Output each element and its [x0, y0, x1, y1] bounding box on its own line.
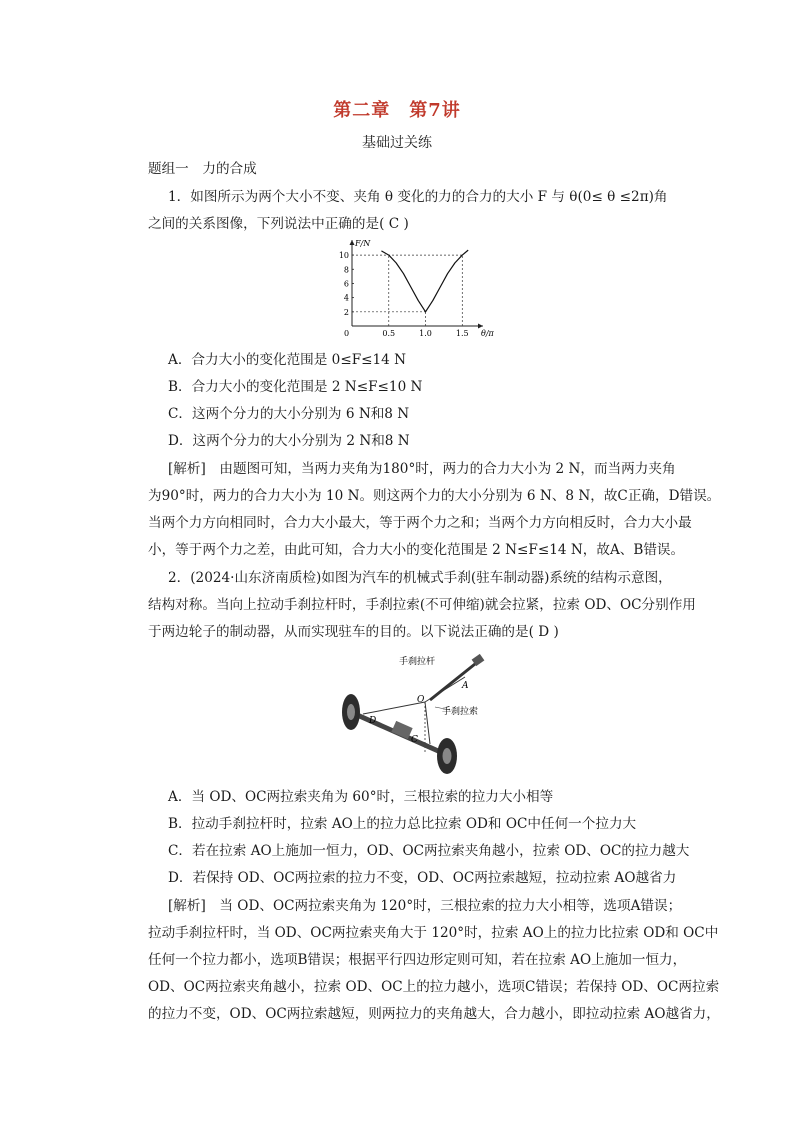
q1-option-a: A．合力大小的变化范围是 0≤F≤14 N	[168, 352, 407, 368]
x-tick-label-2: 1.5	[455, 329, 469, 338]
cable-ao	[425, 677, 465, 702]
q1-stem-line1: 1．如图所示为两个大小不变、夹角 θ 变化的力的合力的大小 F 与 θ(0≤ θ ≤2π)角	[168, 189, 668, 205]
q2-option-d: D．若保持 OD、OC两拉索的拉力不变，OD、OC两拉索越短，拉动拉索 AO越省力	[168, 870, 677, 886]
q1-stem-line2: 之间的关系图像，下列说法中正确的是( C )	[148, 216, 409, 232]
x-axis-arrow	[478, 324, 483, 329]
q2-handbrake-figure	[335, 652, 495, 777]
x-tick-label-1: 1.0	[419, 329, 432, 338]
y-tick-label-0: 2	[343, 307, 349, 317]
label-c: C	[411, 735, 418, 745]
q1-analysis-line1: [解析] 由题图可知，当两力夹角为180°时，两力的合力大小为 2 N，而当两力夹角	[168, 461, 676, 477]
label-lever: 手刹拉杆	[399, 657, 436, 667]
label-d: D	[369, 716, 377, 726]
label-cable: 手刹拉索	[442, 707, 479, 717]
left-hub	[347, 704, 355, 720]
series-line-0	[381, 250, 468, 312]
q1-option-d: D．这两个分力的大小分别为 2 N和8 N	[168, 433, 410, 449]
origin-label: 0	[344, 329, 350, 338]
q2-analysis-line5: 的拉力不变，OD、OC两拉索越短，则两拉力的夹角越大，合力越小，即拉动拉索 AO越省力，	[148, 1006, 720, 1022]
q1-analysis-line4: 小，等于两个力之差，由此可知，合力大小的变化范围是 2 N≤F≤14 N，故A、B错误。	[148, 542, 685, 558]
y-tick-label-2: 6	[343, 279, 349, 289]
cable-oc	[425, 702, 430, 744]
q2-analysis-line2: 拉动手刹拉杆时，当 OD、OC两拉索夹角大于 120°时，拉索 AO上的拉力比拉索 OD和 OC中	[148, 925, 719, 941]
q2-option-c: C．若在拉索 AO上施加一恒力，OD、OC两拉索夹角越小，拉索 OD、OC的拉力越大	[168, 843, 690, 859]
y-axis-label: F/N	[355, 239, 371, 248]
q2-analysis-line3: 任何一个拉力都小，选项B错误；根据平行四边形定则可知，若在拉索 AO上施加一恒力，	[148, 952, 687, 968]
y-axis-arrow	[350, 240, 355, 245]
q2-stem-line2: 结构对称。当向上拉动手刹拉杆时，手刹拉索(不可伸缩)就会拉紧，拉索 OD、OC分别作用	[148, 597, 696, 613]
y-tick-label-3: 8	[343, 265, 349, 275]
q1-analysis-line3: 当两个力方向相同时，合力大小最大，等于两个力之和；当两个力方向相反时，合力大小最	[148, 515, 692, 531]
q1-option-c: C．这两个分力的大小分别为 6 N和8 N	[168, 406, 410, 422]
q2-stem-line3: 于两边轮子的制动器，从而实现驻车的目的。以下说法正确的是( D )	[148, 624, 559, 640]
q2-stem-line1: 2．(2024·山东济南质检)如图为汽车的机械式手刹(驻车制动器)系统的结构示意图，	[168, 570, 672, 586]
q2-option-b: B．拉动手刹拉杆时，拉索 AO上的拉力总比拉索 OD和 OC中任何一个拉力大	[168, 816, 637, 832]
q2-option-a: A．当 OD、OC两拉索夹角为 60°时，三根拉索的拉力大小相等	[168, 789, 554, 805]
right-hub	[443, 748, 452, 764]
section-subtitle: 基础过关练	[362, 135, 432, 151]
label-o: O	[417, 695, 425, 705]
y-tick-label-1: 4	[343, 293, 349, 303]
q1-analysis-line2: 为90°时，两力的合力大小为 10 N。则这两个力的大小分别为 6 N、8 N，故C正确，D错误。	[148, 488, 721, 504]
x-axis-label: θ/π	[481, 329, 494, 338]
y-tick-label-4: 10	[338, 251, 349, 261]
q2-analysis-line1: [解析] 当 OD、OC两拉索夹角为 120°时，三根拉索的拉力大小相等，选项A错误；	[168, 898, 682, 914]
cable-od	[363, 702, 425, 714]
label-a: A	[462, 681, 469, 691]
q2-analysis-line4: OD、OC两拉索夹角越小，拉索 OD、OC上的拉力越小，选项C错误；若保持 OD、OC两拉索	[148, 979, 720, 995]
q1-option-b: B．合力大小的变化范围是 2 N≤F≤10 N	[168, 379, 423, 395]
x-tick-label-0: 0.5	[382, 329, 396, 338]
chapter-title: 第二章 第7讲	[333, 100, 461, 121]
q1-force-angle-chart	[330, 239, 494, 340]
group-heading: 题组一 力的合成	[148, 161, 257, 177]
